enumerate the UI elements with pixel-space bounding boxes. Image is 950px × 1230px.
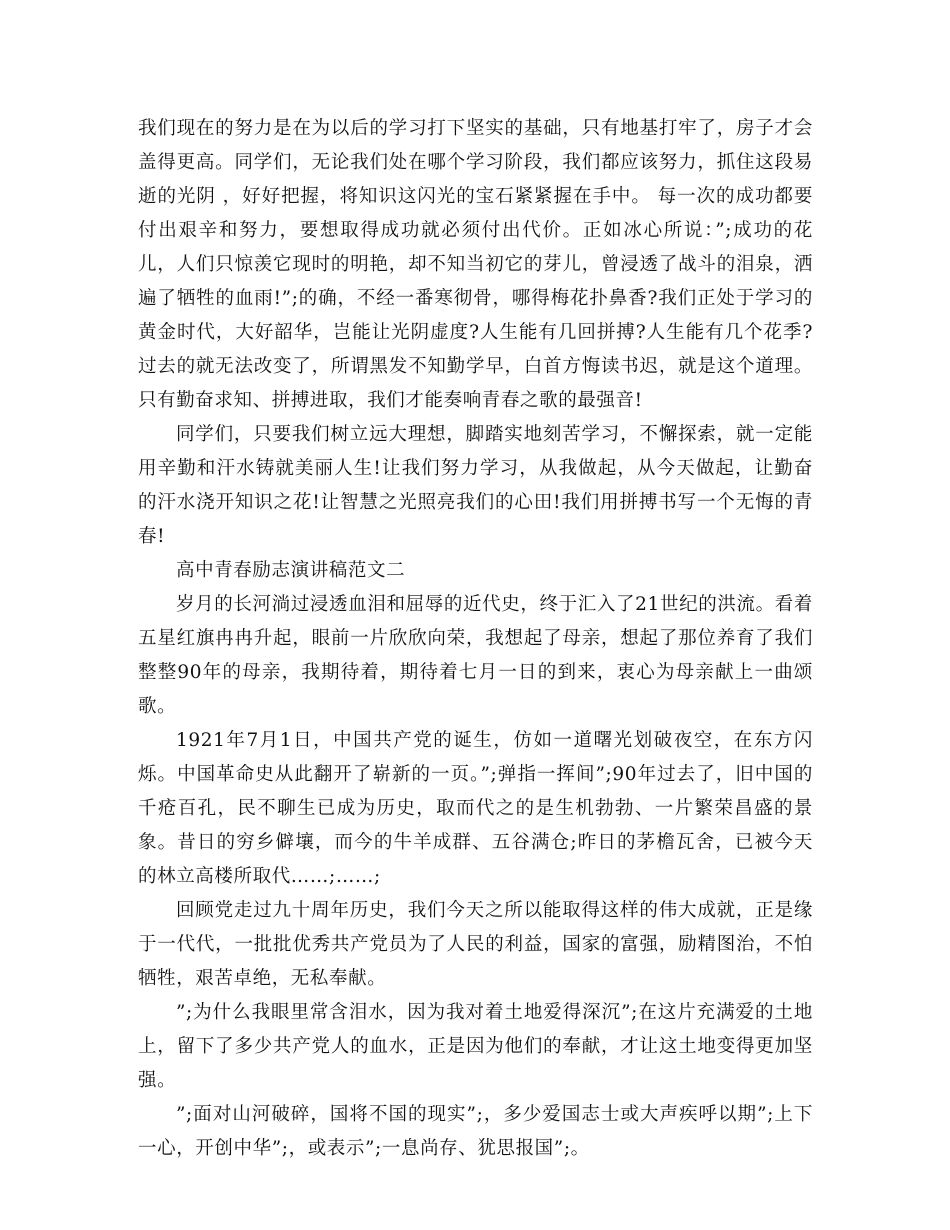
section-heading: 高中青春励志演讲稿范文二 bbox=[176, 560, 406, 581]
paragraph-river-of-years: 岁月的长河淌过浸透血泪和屈辱的近代史，终于汇入了21世纪的洪流。看着五星红旗冉冉升起，眼前一片欣欣向荣，我想起了母亲，想起了那位养育了我们整整90年的母亲，我期待着，期待着七月一日的到来，衷心为母亲献上一曲颂歌。 bbox=[138, 594, 813, 717]
paragraph-love-of-land: ”;为什么我眼里常含泪水，因为我对着土地爱得深沉”;在这片充满爱的土地上，留下了多少共产党人的血水，正是因为他们的奉献，才让这土地变得更加坚强。 bbox=[138, 1002, 813, 1091]
paragraph-patriots: ”;面对山河破碎，国将不国的现实”;，多少爱国志士或大声疾呼以期”;上下一心，开创中华”;，或表示”;一息尚存、犹思报国”;。 bbox=[138, 1104, 813, 1159]
paragraph-study-foundation: 我们现在的努力是在为以后的学习打下坚实的基础，只有地基打牢了，房子才会盖得更高。同学们，无论我们处在哪个学习阶段，我们都应该努力，抓住这段易逝的光阴 ，好好把握，将知识这闪光的宝石紧紧握在手中。 每一次的成功都要付出艰辛和努力，要想取得成功就必须付出代价。正如冰心所说：”;成功的花儿，人们只惊羡它现时的明艳，却不知当初它的芽儿，曾浸透了战斗的泪泉，洒遍了牺牲的血雨!”;的确，不经一番寒彻骨，哪得梅花扑鼻香?我们正处于学习的黄金时代，大好韶华，岂能让光阴虚度?人生能有几回拼搏?人生能有几个花季?过去的就无法改变了，所谓黑发不知勤学早，白首方悔读书迟，就是这个道理。只有勤奋求知、拼搏进取，我们才能奏响青春之歌的最强音! bbox=[138, 118, 813, 411]
paragraph-party-founding: 1921年7月1日，中国共产党的诞生，仿如一道曙光划破夜空，在东方闪烁。中国革命史从此翻开了崭新的一页。”;弹指一挥间”;90年过去了，旧中国的千疮百孔，民不聊生已成为历史，取而代之的是生机勃勃、一片繁荣昌盛的景象。昔日的穷乡僻壤，而今的牛羊成群、五谷满仓;昨日的茅檐瓦舍，已被今天的林立高楼所取代……;……; bbox=[138, 730, 813, 887]
paragraph-ninety-years: 回顾党走过九十周年历史，我们今天之所以能取得这样的伟大成就，正是缘于一代代，一批批优秀共产党员为了人民的利益，国家的富强，励精图治，不怕牺牲，艰苦卓绝，无私奉献。 bbox=[138, 900, 813, 989]
paragraph-call-to-study: 同学们，只要我们树立远大理想，脚踏实地刻苦学习，不懈探索，就一定能用辛勤和汗水铸就美丽人生!让我们努力学习，从我做起，从今天做起，让勤奋的汗水浇开知识之花!让智慧之光照亮我们的心田!我们用拼搏书写一个无悔的青春! bbox=[138, 424, 813, 547]
document-page bbox=[138, 112, 813, 1166]
